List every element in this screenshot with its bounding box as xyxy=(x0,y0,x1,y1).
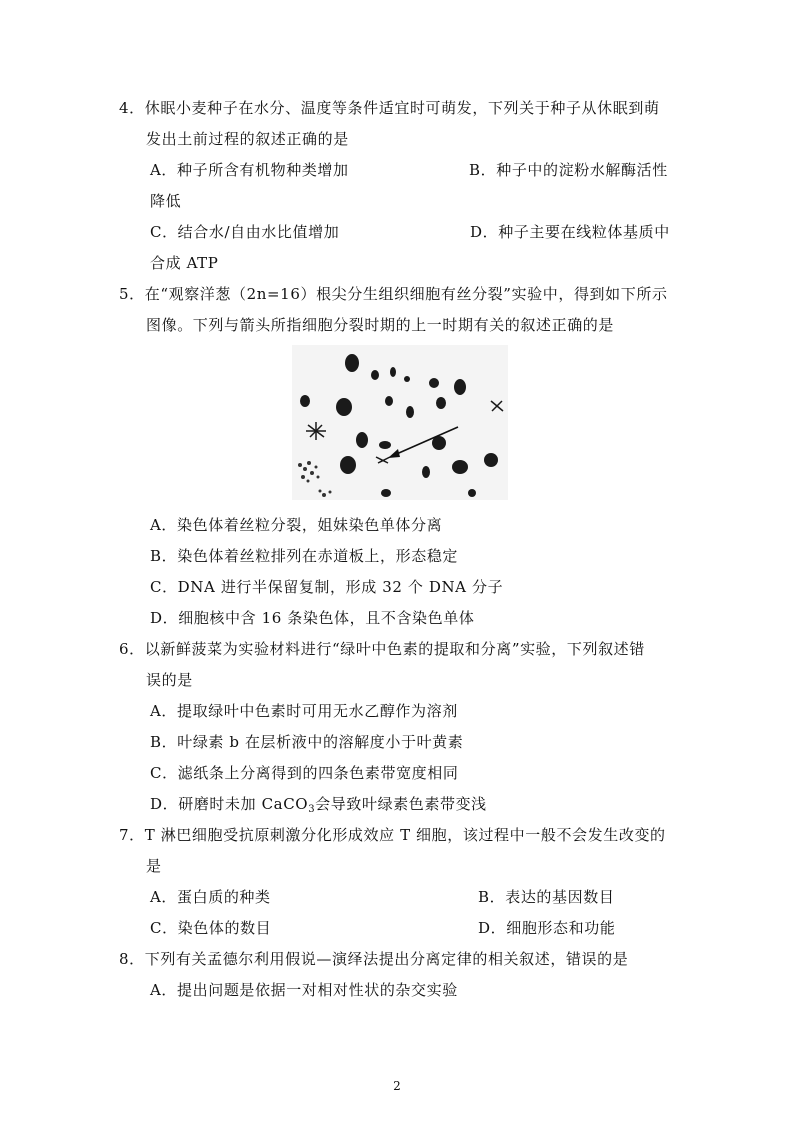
cell-nucleus xyxy=(429,378,439,388)
cell-nucleus xyxy=(300,395,310,407)
cell-nucleus xyxy=(356,432,368,448)
q8-stem-line1: 8．下列有关孟德尔利用假说—演绎法提出分离定律的相关叙述，错误的是 xyxy=(119,950,629,968)
cell-nucleus xyxy=(336,398,352,416)
cell-nucleus xyxy=(381,489,391,497)
q4-option-d-wrap: 合成 ATP xyxy=(150,254,219,272)
q6-stem-line1: 6．以新鲜菠菜为实验材料进行“绿叶中色素的提取和分离”实验，下列叙述错 xyxy=(119,640,645,658)
cell-nucleus xyxy=(385,396,393,406)
q6-option-d-sub: 3 xyxy=(308,804,316,815)
q7-option-b: B．表达的基因数目 xyxy=(478,888,615,906)
q6-option-d xyxy=(150,794,487,814)
q6-stem-line2: 误的是 xyxy=(146,671,193,689)
cell-nucleus xyxy=(484,453,498,467)
q7-stem-line1: 7．T 淋巴细胞受抗原刺激分化形成效应 T 细胞，该过程中一般不会发生改变的 xyxy=(119,826,666,844)
q7-option-a: A．蛋白质的种类 xyxy=(150,888,271,906)
cell-nucleus xyxy=(371,370,379,380)
q6-option-d-post: 会导致叶绿素色素带变浅 xyxy=(315,795,487,813)
q4-option-b: B．种子中的淀粉水解酶活性 xyxy=(469,161,668,179)
micrograph-background xyxy=(292,345,508,500)
q7-option-c: C．染色体的数目 xyxy=(150,919,272,937)
cell-nucleus xyxy=(452,460,468,474)
q4-stem-line1: 4．休眠小麦种子在水分、温度等条件适宜时可萌发，下列关于种子从休眠到萌 xyxy=(119,99,660,117)
q7-option-d: D．细胞形态和功能 xyxy=(478,919,616,937)
cell-nucleus xyxy=(406,406,414,418)
q5-option-d: D．细胞核中含 16 条染色体，且不含染色单体 xyxy=(150,609,475,627)
q5-option-a: A．染色体着丝粒分裂，姐妹染色单体分离 xyxy=(150,516,443,534)
cell-nucleus xyxy=(404,376,410,382)
q5-option-c: C．DNA 进行半保留复制，形成 32 个 DNA 分子 xyxy=(150,578,504,596)
q5-option-b: B．染色体着丝粒排列在赤道板上，形态稳定 xyxy=(150,547,459,565)
q4-option-a: A．种子所含有机物种类增加 xyxy=(150,161,349,179)
q5-stem-line2: 图像。下列与箭头所指细胞分裂时期的上一时期有关的叙述正确的是 xyxy=(146,316,615,334)
q6-option-a: A．提取绿叶中色素时可用无水乙醇作为溶剂 xyxy=(150,702,458,720)
cell-nucleus xyxy=(390,367,396,377)
q6-option-c: C．滤纸条上分离得到的四条色素带宽度相同 xyxy=(150,764,459,782)
q4-option-c: C．结合水/自由水比值增加 xyxy=(150,223,340,241)
page-number: 2 xyxy=(393,1079,401,1093)
q6-option-d-pre: D．研磨时未加 CaCO xyxy=(150,795,309,813)
q5-stem-line1: 5．在“观察洋葱（2n=16）根尖分生组织细胞有丝分裂”实验中，得到如下所示 xyxy=(119,285,668,303)
q6-option-b: B．叶绿素 b 在层析液中的溶解度小于叶黄素 xyxy=(150,733,464,751)
q7-stem-line2: 是 xyxy=(146,857,162,875)
q4-option-b-wrap: 降低 xyxy=(150,192,182,210)
q4-stem-line2: 发出土前过程的叙述正确的是 xyxy=(146,130,349,148)
cell-nucleus xyxy=(454,379,466,395)
cell-nucleus xyxy=(468,489,476,497)
cell-nucleus xyxy=(379,441,391,449)
cell-nucleus xyxy=(436,397,446,409)
q8-option-a: A．提出问题是依据一对相对性状的杂交实验 xyxy=(150,981,458,999)
cell-nucleus xyxy=(340,456,356,474)
q4-option-d: D．种子主要在线粒体基质中 xyxy=(470,223,670,241)
micrograph-image xyxy=(292,345,508,500)
cell-nucleus xyxy=(345,354,359,372)
cell-nucleus xyxy=(422,466,430,478)
